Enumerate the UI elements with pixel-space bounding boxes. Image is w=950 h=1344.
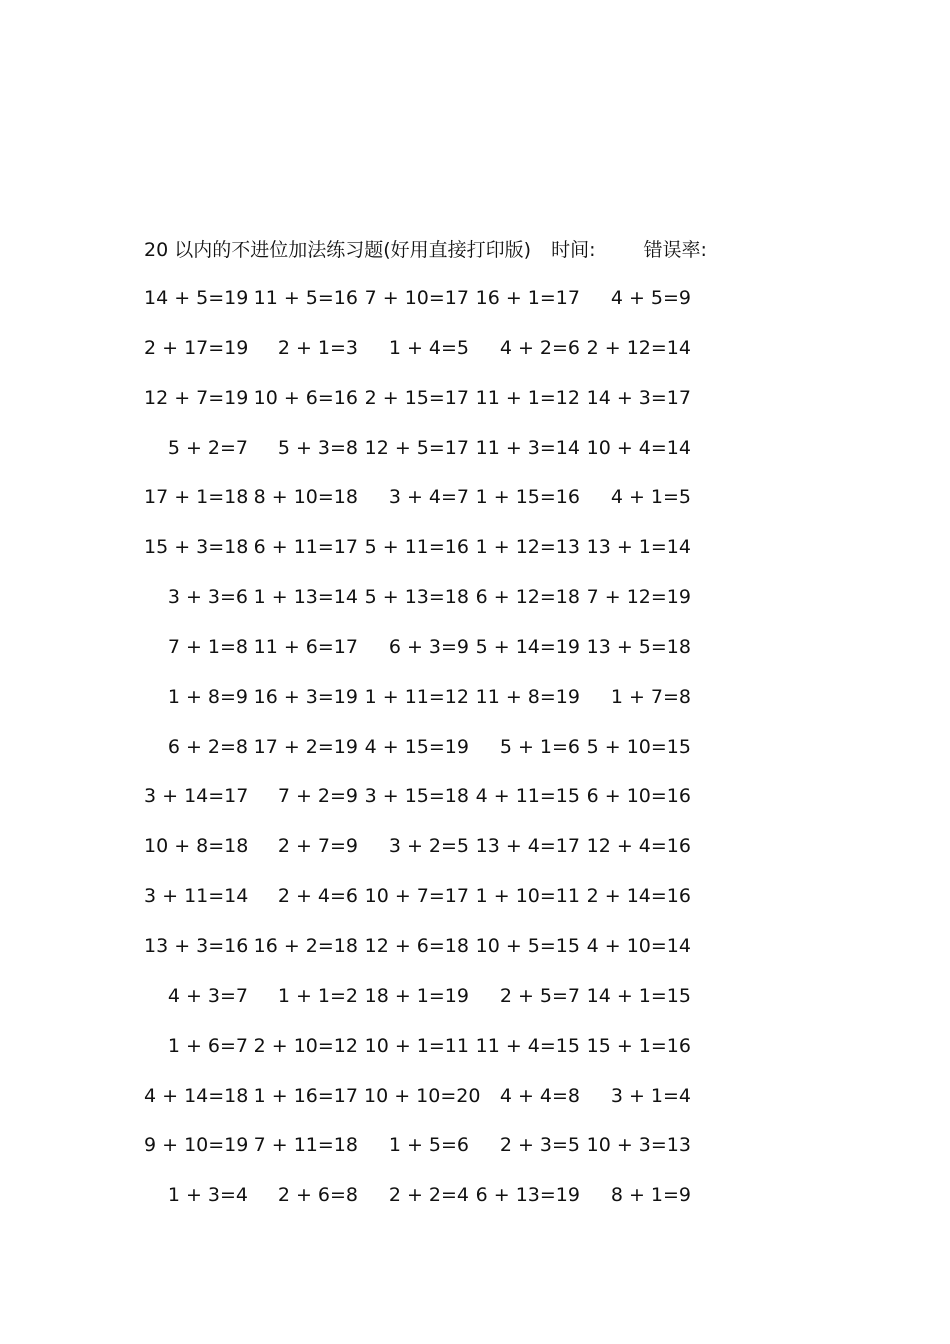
equation: 16 + 1=17 xyxy=(475,287,580,309)
problem-row xyxy=(144,1082,764,1132)
equation: 1 + 5=6 xyxy=(388,1134,469,1157)
problem-grid xyxy=(144,284,764,1231)
equation: 13 + 4=17 xyxy=(475,835,580,858)
equation: 13 + 5=18 xyxy=(586,635,691,658)
problem-row xyxy=(144,932,764,982)
equation: 2 + 6=8 xyxy=(277,1184,358,1207)
equation: 4 + 10=14 xyxy=(586,934,691,957)
problem-row xyxy=(144,583,764,633)
equation: 14 + 5=19 xyxy=(144,287,249,309)
worksheet-header xyxy=(144,236,707,264)
equation: 2 + 3=5 xyxy=(499,1134,580,1157)
problem-row xyxy=(144,334,764,384)
equation: 11 + 1=12 xyxy=(475,386,580,409)
equation: 1 + 6=7 xyxy=(167,1034,248,1057)
equation: 1 + 11=12 xyxy=(364,685,469,708)
equation: 12 + 6=18 xyxy=(364,934,469,957)
equation: 13 + 1=14 xyxy=(586,536,691,559)
equation: 4 + 5=9 xyxy=(610,287,691,309)
equation: 4 + 3=7 xyxy=(167,984,248,1007)
equation: 16 + 3=19 xyxy=(253,685,358,708)
equation: 1 + 12=13 xyxy=(475,536,580,559)
equation: 11 + 3=14 xyxy=(475,436,580,459)
equation: 5 + 11=16 xyxy=(364,536,469,559)
problem-row xyxy=(144,782,764,832)
equation: 3 + 3=6 xyxy=(167,586,248,609)
equation: 7 + 1=8 xyxy=(167,635,248,658)
equation: 8 + 1=9 xyxy=(610,1184,691,1207)
problem-row xyxy=(144,633,764,683)
problem-row xyxy=(144,284,764,334)
problem-row xyxy=(144,733,764,783)
equation: 3 + 1=4 xyxy=(610,1084,691,1107)
equation: 15 + 1=16 xyxy=(586,1034,691,1057)
equation: 12 + 5=17 xyxy=(364,436,469,459)
equation: 10 + 1=11 xyxy=(364,1034,469,1057)
equation: 9 + 10=19 xyxy=(144,1134,249,1157)
equation: 7 + 12=19 xyxy=(586,586,691,609)
problem-row xyxy=(144,533,764,583)
equation: 13 + 3=16 xyxy=(144,934,249,957)
equation: 2 + 17=19 xyxy=(144,336,249,359)
equation: 7 + 10=17 xyxy=(364,287,469,309)
equation: 4 + 14=18 xyxy=(144,1084,249,1107)
equation: 4 + 4=8 xyxy=(499,1084,580,1107)
equation: 6 + 10=16 xyxy=(586,785,691,808)
equation: 3 + 4=7 xyxy=(388,486,469,509)
equation: 2 + 2=4 xyxy=(388,1184,469,1207)
equation: 6 + 2=8 xyxy=(167,735,248,758)
equation: 3 + 15=18 xyxy=(364,785,469,808)
equation: 4 + 2=6 xyxy=(499,336,580,359)
equation: 7 + 11=18 xyxy=(253,1134,358,1157)
equation: 2 + 7=9 xyxy=(277,835,358,858)
equation: 5 + 10=15 xyxy=(586,735,691,758)
equation: 4 + 11=15 xyxy=(475,785,580,808)
equation: 4 + 15=19 xyxy=(364,735,469,758)
problem-row xyxy=(144,982,764,1032)
equation: 14 + 3=17 xyxy=(586,386,691,409)
problem-row xyxy=(144,1131,764,1181)
equation: 10 + 7=17 xyxy=(364,885,469,908)
problem-row xyxy=(144,1181,764,1231)
equation: 2 + 5=7 xyxy=(499,984,580,1007)
problem-row xyxy=(144,882,764,932)
equation: 1 + 8=9 xyxy=(167,685,248,708)
equation: 6 + 13=19 xyxy=(475,1184,580,1207)
equation: 5 + 13=18 xyxy=(364,586,469,609)
equation: 10 + 10=20 xyxy=(364,1084,481,1107)
equation: 15 + 3=18 xyxy=(144,536,249,559)
equation: 5 + 3=8 xyxy=(277,436,358,459)
equation: 1 + 16=17 xyxy=(253,1084,358,1107)
equation: 2 + 1=3 xyxy=(277,336,358,359)
problem-row xyxy=(144,683,764,733)
equation: 11 + 8=19 xyxy=(475,685,580,708)
problem-row xyxy=(144,1032,764,1082)
equation: 10 + 5=15 xyxy=(475,934,580,957)
equation: 11 + 4=15 xyxy=(475,1034,580,1057)
equation: 1 + 10=11 xyxy=(475,885,580,908)
equation: 6 + 12=18 xyxy=(475,586,580,609)
equation: 16 + 2=18 xyxy=(253,934,358,957)
equation: 10 + 4=14 xyxy=(586,436,691,459)
equation: 1 + 15=16 xyxy=(475,486,580,509)
equation: 1 + 3=4 xyxy=(167,1184,248,1207)
equation: 3 + 2=5 xyxy=(388,835,469,858)
equation: 3 + 11=14 xyxy=(144,885,249,908)
equation: 12 + 4=16 xyxy=(586,835,691,858)
worksheet-title: 20 以内的不进位加法练习题(好用直接打印版) xyxy=(144,239,532,261)
equation: 7 + 2=9 xyxy=(277,785,358,808)
error-rate-label: 错误率: xyxy=(643,239,707,261)
equation: 2 + 4=6 xyxy=(277,885,358,908)
equation: 18 + 1=19 xyxy=(364,984,469,1007)
equation: 11 + 5=16 xyxy=(253,287,358,309)
equation: 10 + 3=13 xyxy=(586,1134,691,1157)
equation: 11 + 6=17 xyxy=(253,635,358,658)
time-label: 时间: xyxy=(551,239,596,261)
equation: 2 + 10=12 xyxy=(253,1034,358,1057)
equation: 4 + 1=5 xyxy=(610,486,691,509)
equation: 1 + 7=8 xyxy=(610,685,691,708)
equation: 5 + 1=6 xyxy=(499,735,580,758)
equation: 14 + 1=15 xyxy=(586,984,691,1007)
problem-row xyxy=(144,434,764,484)
equation: 2 + 12=14 xyxy=(586,336,691,359)
equation: 2 + 14=16 xyxy=(586,885,691,908)
equation: 17 + 1=18 xyxy=(144,486,249,509)
problem-row xyxy=(144,483,764,533)
equation: 6 + 3=9 xyxy=(388,635,469,658)
problem-row xyxy=(144,832,764,882)
equation: 2 + 15=17 xyxy=(364,386,469,409)
equation: 1 + 4=5 xyxy=(388,336,469,359)
equation: 5 + 2=7 xyxy=(167,436,248,459)
equation: 5 + 14=19 xyxy=(475,635,580,658)
equation: 1 + 1=2 xyxy=(277,984,358,1007)
equation: 8 + 10=18 xyxy=(253,486,358,509)
equation: 6 + 11=17 xyxy=(253,536,358,559)
equation: 3 + 14=17 xyxy=(144,785,249,808)
equation: 10 + 6=16 xyxy=(253,386,358,409)
equation: 1 + 13=14 xyxy=(253,586,358,609)
equation: 10 + 8=18 xyxy=(144,835,249,858)
equation: 12 + 7=19 xyxy=(144,386,249,409)
problem-row xyxy=(144,384,764,434)
equation: 17 + 2=19 xyxy=(253,735,358,758)
